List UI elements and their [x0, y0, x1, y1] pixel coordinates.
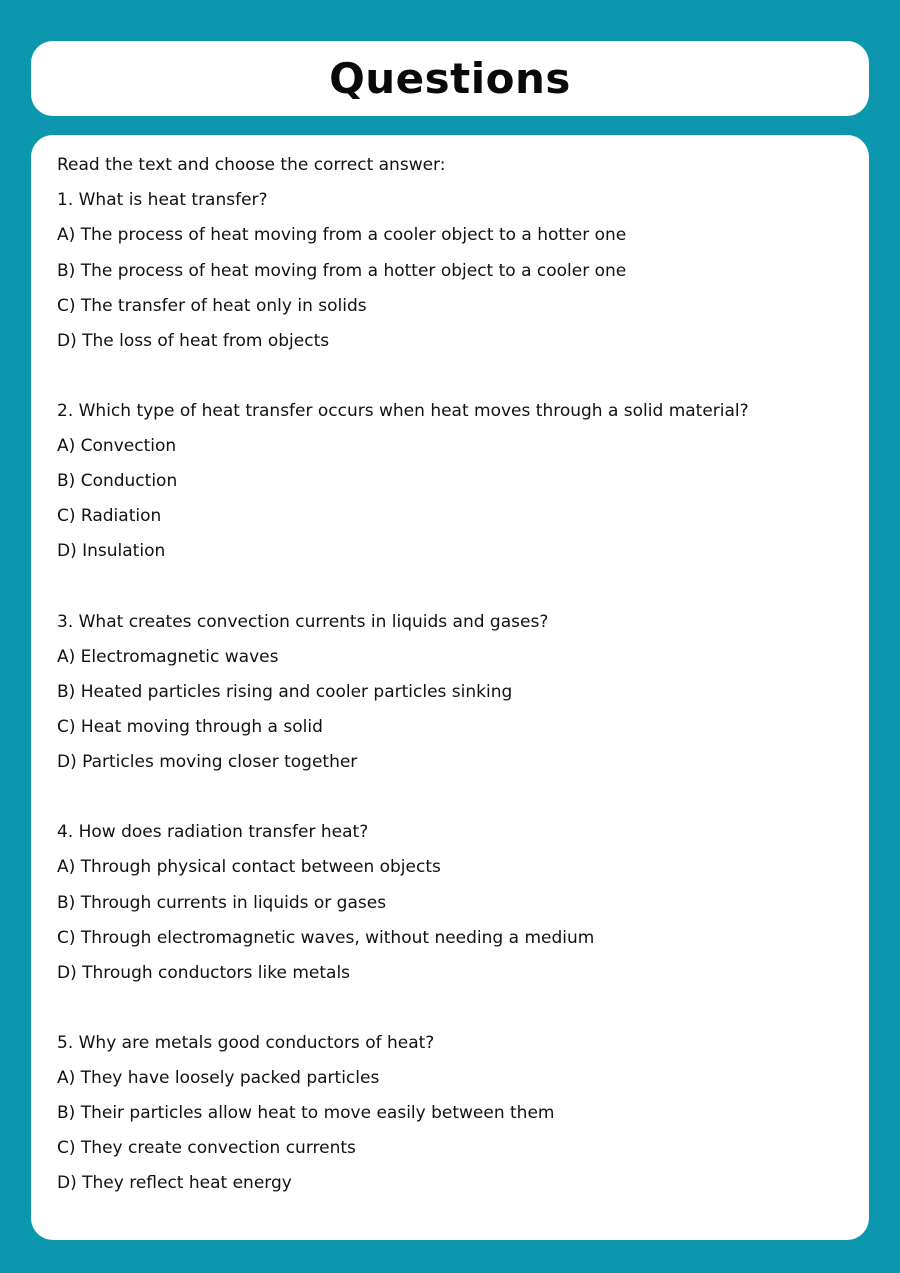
answer-option-d: D) Particles moving closer together [57, 752, 358, 773]
question-text: 1. What is heat transfer? [57, 190, 268, 211]
answer-option-a: A) They have loosely packed particles [57, 1068, 380, 1089]
answer-option-c: C) Through electromagnetic waves, without needing a medium [57, 927, 595, 948]
answer-option-c: C) Radiation [57, 506, 162, 527]
question-text: 4. How does radiation transfer heat? [57, 822, 369, 843]
answer-option-b: B) The process of heat moving from a hotter object to a cooler one [57, 260, 627, 281]
question-block-4 [57, 819, 869, 994]
answer-option-c: C) They create convection currents [57, 1138, 356, 1159]
title-card [31, 41, 869, 116]
answer-option-b: B) Conduction [57, 471, 178, 492]
question-text: 3. What creates convection currents in liquids and gases? [57, 611, 549, 632]
question-block-3 [57, 609, 869, 784]
answer-option-b: B) Heated particles rising and cooler particles sinking [57, 681, 513, 702]
question-block-5 [57, 1030, 869, 1205]
instructions-text: Read the text and choose the correct answer: [57, 155, 446, 175]
answer-option-a: A) Through physical contact between objects [57, 857, 441, 878]
page-title: Questions [329, 54, 571, 103]
question-text: 2. Which type of heat transfer occurs when heat moves through a solid material? [57, 401, 749, 422]
answer-option-d: D) Insulation [57, 541, 166, 562]
worksheet-card [31, 135, 869, 1240]
answer-option-d: D) They reflect heat energy [57, 1173, 292, 1194]
answer-option-c: C) The transfer of heat only in solids [57, 295, 367, 316]
answer-option-b: B) Through currents in liquids or gases [57, 892, 387, 913]
question-text: 5. Why are metals good conductors of heat? [57, 1033, 435, 1054]
answer-option-d: D) Through conductors like metals [57, 962, 351, 983]
answer-option-a: A) Electromagnetic waves [57, 646, 279, 667]
question-block-2 [57, 398, 869, 573]
answer-option-d: D) The loss of heat from objects [57, 330, 330, 351]
answer-option-a: A) Convection [57, 436, 177, 457]
answer-option-b: B) Their particles allow heat to move easily between them [57, 1103, 555, 1124]
question-block-1 [57, 187, 869, 362]
answer-option-a: A) The process of heat moving from a cooler object to a hotter one [57, 225, 627, 246]
answer-option-c: C) Heat moving through a solid [57, 716, 323, 737]
